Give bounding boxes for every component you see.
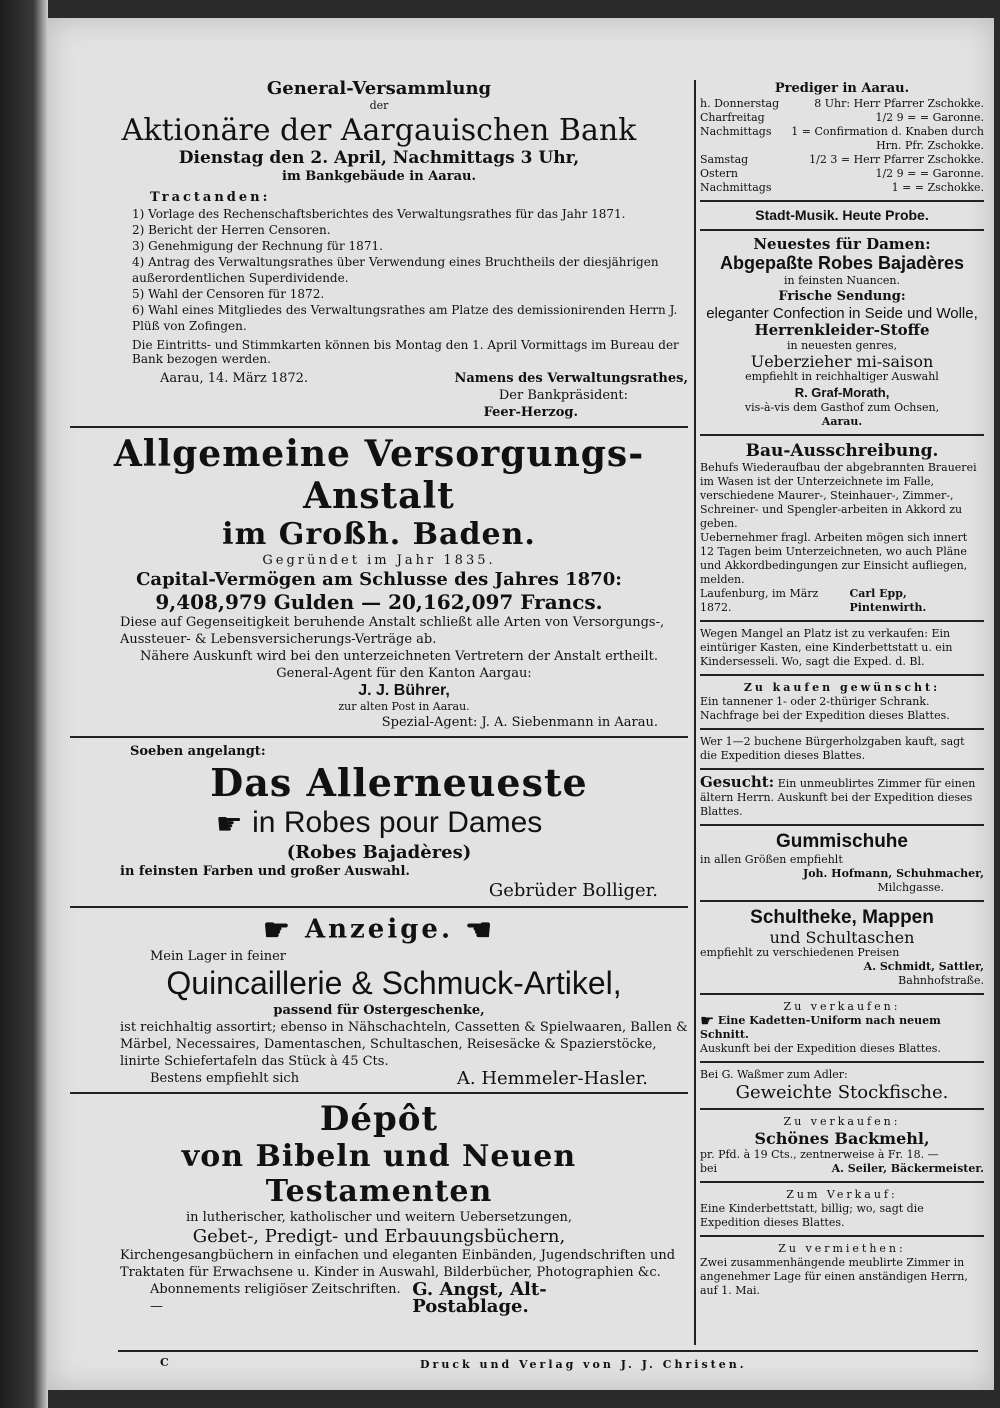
- depot-l4: Abonnements religiöser Zeitschriften. —: [150, 1281, 401, 1314]
- table-row: [700, 153, 984, 167]
- bau-date: Laufenburg, im März 1872.: [700, 587, 819, 614]
- damen-frisch: Frische Sendung:: [778, 289, 906, 304]
- table-cell: Charfreitag: [700, 111, 765, 124]
- divider: [70, 906, 688, 908]
- vermiethen-text: Zwei zusammenhängende meublirte Zimmer in angenehmer Lage für einen anständigen Herrn, auf 1. Mai.: [700, 1256, 968, 1297]
- damen-empf: empfiehlt in reichhaltiger Auswahl: [745, 370, 939, 383]
- anzeige-intro: Mein Lager in feiner: [150, 948, 287, 964]
- kadetten-row: [700, 1011, 984, 1042]
- signature-row: [70, 370, 688, 387]
- depot-ad: [70, 1099, 688, 1315]
- damen-ueber: Ueberzieher mi-saison: [750, 352, 934, 371]
- pointing-hand-left-icon: ☚: [465, 912, 495, 948]
- kaufen-title: Zu kaufen gewünscht:: [743, 681, 941, 694]
- backmehl-text: pr. Pfd. à 19 Cts., zentnerweise à Fr. 18. —: [700, 1148, 939, 1161]
- agent-name: J. J. Bührer,: [358, 682, 450, 699]
- list-item: 2) Bericht der Herren Censoren.: [132, 223, 331, 237]
- depot-sign-row: [70, 1278, 688, 1317]
- table-cell: Hrn. Pfr. Zschokke.: [876, 139, 984, 152]
- divider: [70, 426, 688, 428]
- bank-heading: Aktionäre der Aargauischen Bank: [121, 113, 637, 148]
- divider: [700, 674, 984, 676]
- list-item: 3) Genehmigung der Rechnung für 1871.: [132, 239, 383, 253]
- bau-title: Bau-Ausschreibung.: [745, 441, 939, 461]
- gummi-text: in allen Größen empfiehlt: [700, 853, 843, 866]
- tractanden-heading: Tractanden:: [150, 190, 271, 205]
- robes-title: Das Allerneueste: [210, 760, 588, 805]
- table-cell: 1 = = Zschokke.: [891, 181, 984, 194]
- anzeige-passend: passend für Ostergeschenke,: [273, 1002, 485, 1018]
- backmehl-big: Schönes Backmehl,: [754, 1129, 930, 1148]
- meeting-date: Dienstag den 2. April, Nachmittags 3 Uhr,: [178, 148, 580, 168]
- divider: [700, 824, 984, 826]
- divider: [70, 1092, 688, 1094]
- footer-mark: C: [160, 1356, 169, 1369]
- backmehl-title: Zu verkaufen:: [783, 1115, 901, 1128]
- table-row: [700, 167, 984, 181]
- table-cell: Nachmittags: [700, 181, 772, 194]
- anstalt-subtitle: im Großh. Baden.: [222, 517, 536, 552]
- anstalt-info: Nähere Auskunft wird bei den unterzeichneten Vertretern der Anstalt ertheilt.: [140, 649, 658, 664]
- namens: Namens des Verwaltungsrathes,: [454, 371, 688, 386]
- gummi-addr: Milchgasse.: [877, 881, 944, 894]
- founded: Gegründet im Jahr 1835.: [262, 553, 496, 568]
- table-cell: Samstag: [700, 153, 749, 166]
- stadtmusik: Stadt-Musik. Heute Probe.: [755, 207, 929, 223]
- depot-subtitle: von Bibeln und Neuen Testamenten: [181, 1138, 577, 1209]
- bottom-rule: [118, 1350, 978, 1352]
- robes-sub: in Robes pour Dames: [252, 806, 543, 839]
- gesucht-word: Gesucht:: [700, 773, 775, 791]
- table-row: [700, 125, 984, 139]
- capital-label: Capital-Vermögen am Schlusse des Jahres 1870:: [136, 569, 622, 590]
- anzeige-sign-row: [70, 1067, 688, 1089]
- versorgungs-anstalt-ad: [70, 433, 688, 731]
- admission-note: Die Eintritts- und Stimmkarten können bis Montag den 1. April Vormittags im Bureau der Bank bezogen werden.: [132, 338, 679, 366]
- anzeige-name: A. Hemmeler-Hasler.: [456, 1067, 648, 1089]
- pointing-hand-icon: ☛: [263, 912, 293, 948]
- table-cell: 1/2 3 = Herr Pfarrer Zschokke.: [809, 153, 984, 166]
- anstalt-title: Allgemeine Versorgungs-Anstalt: [113, 433, 645, 517]
- anzeige-bestens: Bestens empfiehlt sich: [150, 1070, 300, 1086]
- meeting-place: im Bankgebäude in Aarau.: [282, 169, 476, 184]
- robes-line: in feinsten Farben und großer Auswahl.: [120, 863, 410, 879]
- depot-l3: Kirchengesangbüchern in einfachen und eleganten Einbänden, Jugendschriften und Traktaten für Erwachsene u. Kinder in Auswahl, Bilderbücher, Photographien &c.: [120, 1247, 676, 1280]
- bau-text: Behufs Wiederaufbau der abgebrannten Brauerei im Wasen ist der Unterzeichnete im Falle, verschiedene Maurer-, Steinhauer-, Zimmer-, Schreiner- und Spengler-arbeiten in Akkord zu geben.: [700, 461, 977, 530]
- backmehl-bei: bei: [700, 1162, 718, 1175]
- tractanden-list: [70, 206, 688, 334]
- divider: [700, 1108, 984, 1110]
- damen-robes: Abgepaßte Robes Bajadères: [719, 253, 965, 273]
- divider: [700, 728, 984, 730]
- anzeige-title: Anzeige.: [304, 914, 454, 944]
- depot-title: Dépôt: [319, 1098, 439, 1139]
- gummi-name: Joh. Hofmann, Schuhmacher,: [802, 867, 984, 880]
- depot-l2: Gebet-, Predigt- und Erbauungsbüchern,: [192, 1225, 566, 1247]
- special-agent: Spezial-Agent: J. A. Siebenmann in Aarau.: [381, 715, 658, 730]
- general-versammlung-ad: [70, 78, 688, 421]
- bau-name: Carl Epp, Pintenwirth.: [849, 587, 927, 614]
- book-spine: [0, 0, 48, 1408]
- damen-genres: in neuesten genres,: [787, 339, 897, 352]
- damen-title: Neuestes für Damen:: [753, 235, 931, 253]
- bau-text2: Uebernehmer fragl. Arbeiten mögen sich innert 12 Tagen beim Unterzeichneten, wo auch Pläne und Akkordbedingungen zur Einsicht aufliegen, melden.: [700, 531, 968, 586]
- list-item: 1) Vorlage des Rechenschaftsberichtes des Verwaltungsrathes für das Jahr 1871.: [132, 207, 626, 221]
- divider: [700, 1235, 984, 1237]
- table-cell: 8 Uhr: Herr Pfarrer Zschokke.: [814, 97, 984, 110]
- agent-label: General-Agent für den Kanton Aargau:: [276, 666, 532, 681]
- schul-text: empfiehlt zu verschiedenen Preisen: [700, 946, 900, 959]
- pointing-hand-icon: ☛: [700, 1011, 715, 1030]
- list-item: 6) Wahl eines Mitgliedes des Verwaltungsrathes am Platze des demissionirenden Herrn J. Plüß von Zofingen.: [132, 303, 678, 333]
- table-cell: Ostern: [700, 167, 738, 180]
- vermiethen-title: Zu vermiethen:: [778, 1242, 906, 1255]
- robes-ad: [70, 743, 688, 901]
- table-row: [700, 111, 984, 125]
- backmehl-sign-row: [700, 1162, 984, 1176]
- list-item: 5) Wahl der Censoren für 1872.: [132, 287, 325, 301]
- damen-herren: Herrenkleider-Stoffe: [754, 321, 930, 339]
- bett-text: Eine Kinderbettstatt, billig; wo, sagt die Expedition dieses Blattes.: [700, 1202, 924, 1229]
- gummi-title: Gummischuhe: [776, 831, 908, 852]
- list-item: 4) Antrag des Verwaltungsrathes über Verwendung eines Bruchtheils der diesjährigen außerordentlichen Superdividende.: [132, 255, 659, 285]
- anzeige-text: ist reichhaltig assortirt; ebenso in Nähschachteln, Cassetten & Spielwaaren, Ballen & Märbel, Necessaires, Damentaschen, Schultaschen, Reisesäcke & Spazierstöcke, linirte Schiefertafeln das Stück à 45 Cts.: [120, 1019, 688, 1069]
- damen-addr: vis-à-vis dem Gasthof zum Ochsen,: [744, 401, 940, 414]
- pointing-hand-icon: ☛: [215, 806, 243, 842]
- depot-l1: in lutherischer, katholischer und weitern Uebersetzungen,: [185, 1209, 573, 1225]
- kaufen-text: Ein tannener 1- oder 2-thüriger Schrank. Nachfrage bei der Expedition dieses Blattes.: [700, 695, 950, 722]
- anzeige-big: Quincaillerie & Schmuck-Artikel,: [166, 964, 622, 1001]
- stock-line: Bei G. Waßmer zum Adler:: [700, 1068, 848, 1081]
- agent-address: zur alten Post in Aarau.: [338, 700, 470, 713]
- anstalt-text: Diese auf Gegenseitigkeit beruhende Anstalt schließt alle Arten von Versorgungs-, Aussteuer- & Lebensversicherungs-Verträge ab.: [120, 615, 665, 647]
- buchene-ad: Wer 1—2 buchene Bürgerholzgaben kauft, sagt die Expedition dieses Blattes.: [700, 735, 965, 762]
- table-cell: 1/2 9 = = Garonne.: [875, 111, 984, 124]
- column-divider: [694, 80, 696, 1345]
- schul-name: A. Schmidt, Sattler,: [863, 960, 984, 973]
- stock-big: Geweichte Stockfische.: [735, 1082, 949, 1103]
- table-cell: 1 = Confirmation d. Knaben durch: [791, 125, 984, 138]
- bau-sign-row: [700, 587, 984, 615]
- right-column: [700, 80, 984, 1298]
- divider: [700, 620, 984, 622]
- left-column: [70, 62, 688, 1315]
- bau-ad: [700, 441, 984, 615]
- gesucht-ad: [700, 775, 984, 819]
- divider: [700, 768, 984, 770]
- schul-sub: und Schultaschen: [769, 928, 915, 947]
- divider: [700, 229, 984, 231]
- divider: [70, 736, 688, 738]
- robes-paren: (Robes Bajadères): [286, 841, 472, 863]
- table-cell: 1/2 9 = = Garonne.: [875, 167, 984, 180]
- divider: [700, 1061, 984, 1063]
- ad-title: General-Versammlung: [266, 78, 492, 99]
- table-row: [700, 181, 984, 195]
- divider: [700, 993, 984, 995]
- divider: [700, 434, 984, 436]
- damen-confection: eleganter Confection in Seide und Wolle,: [706, 305, 978, 322]
- damen-ad: [700, 236, 984, 429]
- table-cell: Nachmittags: [700, 125, 772, 138]
- ad-der: der: [369, 99, 389, 112]
- kadetten-info: Auskunft bei der Expedition dieses Blattes.: [700, 1042, 941, 1055]
- robes-firm: Gebrüder Bolliger.: [488, 879, 658, 901]
- prediger-title: Prediger in Aarau.: [774, 81, 910, 96]
- anzeige-ad: [70, 913, 688, 1087]
- schul-addr: Bahnhofstraße.: [898, 974, 984, 987]
- place-date: Aarau, 14. März 1872.: [160, 371, 309, 386]
- gesucht-text: Ein unmeublirtes Zimmer für einen ältern Herrn. Auskunft bei der Expedition dieses Blattes.: [700, 777, 976, 818]
- footer-imprint: Druck und Verlag von J. J. Christen.: [420, 1358, 747, 1371]
- divider: [700, 900, 984, 902]
- depot-name: G. Angst, Alt-Postablage.: [412, 1278, 547, 1317]
- soeben: Soeben angelangt:: [130, 744, 266, 759]
- capital-amount: 9,408,979 Gulden — 20,162,097 Francs.: [155, 590, 603, 614]
- kadetten-title: Zu verkaufen:: [783, 1000, 901, 1013]
- bank-president-label: Der Bankpräsident:: [498, 388, 628, 403]
- bett-title: Zum Verkauf:: [786, 1188, 898, 1201]
- bank-president-name: Feer-Herzog.: [483, 405, 578, 420]
- kadetten-text: Eine Kadetten-Uniform nach neuem Schnitt.: [700, 1014, 941, 1041]
- robes-sub-row: [70, 805, 688, 842]
- table-row: [700, 97, 984, 111]
- prediger-table: [700, 97, 984, 195]
- anzeige-row: [70, 913, 688, 948]
- table-row: [700, 139, 984, 153]
- divider: [700, 1181, 984, 1183]
- mangel-ad: Wegen Mangel an Platz ist zu verkaufen: Ein eintüriger Kasten, eine Kinderbettstatt u. ein Kindersesseli. Wo, sagt die Exped. d. Bl.: [700, 627, 953, 668]
- schul-title: Schultheke, Mappen: [750, 907, 934, 928]
- table-cell: h. Donnerstag: [700, 97, 780, 110]
- divider: [700, 200, 984, 202]
- damen-name: R. Graf-Morath,: [794, 385, 890, 400]
- backmehl-name: A. Seiler, Bäckermeister.: [831, 1162, 984, 1175]
- damen-nuancen: in feinsten Nuancen.: [783, 274, 901, 287]
- damen-town: Aarau.: [821, 415, 863, 428]
